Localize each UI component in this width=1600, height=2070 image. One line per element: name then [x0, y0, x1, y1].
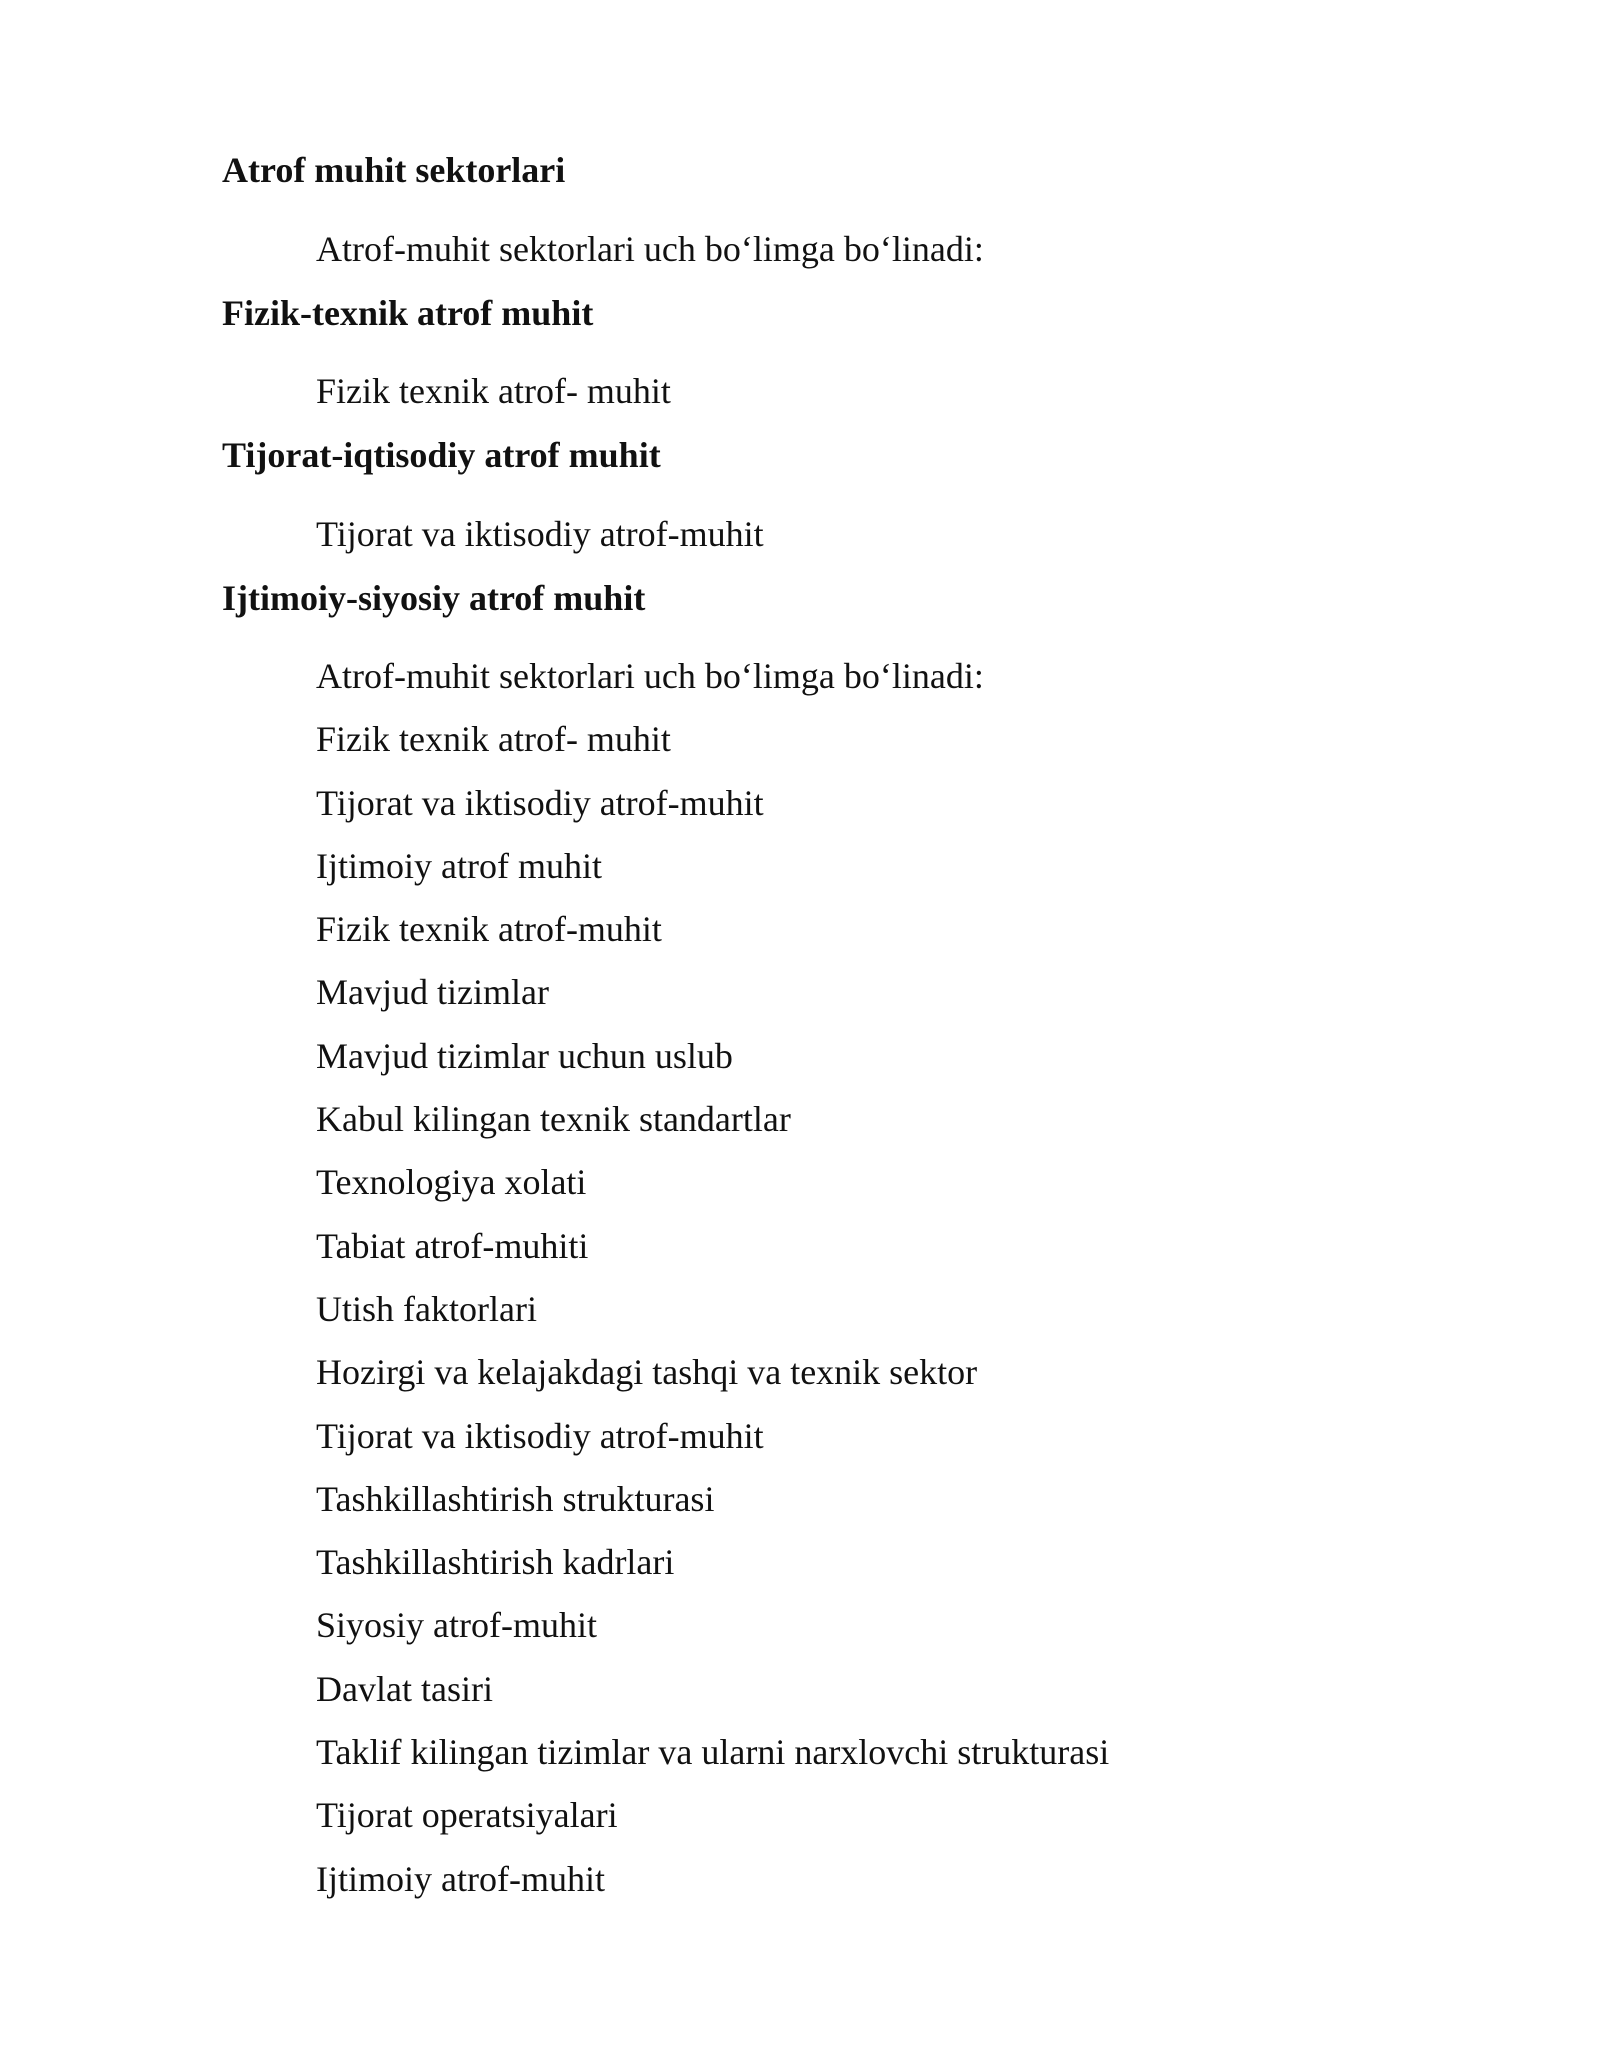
list-item: Mavjud tizimlar	[316, 972, 549, 1013]
section-heading-fizik-texnik: Fizik-texnik atrof muhit	[222, 293, 594, 333]
list-item: Tabiat atrof-muhiti	[316, 1225, 589, 1266]
list-item: Tashkillashtirish kadrlari	[316, 1542, 675, 1583]
list-item: Kabul kilingan texnik standartlar	[316, 1099, 791, 1140]
list-item: Fizik texnik atrof-muhit	[316, 909, 662, 950]
list-item: Davlat tasiri	[316, 1668, 493, 1709]
list-item: Utish faktorlari	[316, 1288, 537, 1329]
list-item: Tijorat operatsiyalari	[316, 1795, 618, 1836]
list-item: Atrof-muhit sektorlari uch bo‘limga bo‘linadi:	[316, 656, 984, 696]
list-item: Ijtimoiy atrof muhit	[316, 845, 602, 886]
section-heading-tijorat-iqtisodiy: Tijorat-iqtisodiy atrof muhit	[222, 435, 661, 475]
section-heading-ijtimoiy-siyosiy: Ijtimoiy-siyosiy atrof muhit	[222, 578, 646, 618]
list-item: Ijtimoiy atrof-muhit	[316, 1858, 605, 1899]
section-heading-atrof-muhit-sektorlari: Atrof muhit sektorlari	[222, 150, 566, 190]
section-paragraph-intro: Atrof-muhit sektorlari uch bo‘limga bo‘linadi:	[316, 229, 984, 269]
list-item: Hozirgi va kelajakdagi tashqi va texnik sektor	[316, 1352, 978, 1393]
list-item: Texnologiya xolati	[316, 1162, 587, 1203]
sector-list	[316, 656, 1109, 1922]
list-item: Tijorat va iktisodiy atrof-muhit	[316, 1415, 764, 1456]
list-item: Mavjud tizimlar uchun uslub	[316, 1035, 733, 1076]
list-item: Tashkillashtirish strukturasi	[316, 1478, 715, 1519]
list-item: Siyosiy atrof-muhit	[316, 1605, 597, 1646]
section-paragraph-fizik-texnik: Fizik texnik atrof- muhit	[316, 371, 671, 411]
list-item: Tijorat va iktisodiy atrof-muhit	[316, 782, 764, 823]
list-item: Fizik texnik atrof- muhit	[316, 719, 671, 760]
section-paragraph-tijorat-iqtisodiy: Tijorat va iktisodiy atrof-muhit	[316, 514, 764, 554]
list-item: Taklif kilingan tizimlar va ularni narxlovchi strukturasi	[316, 1732, 1110, 1773]
